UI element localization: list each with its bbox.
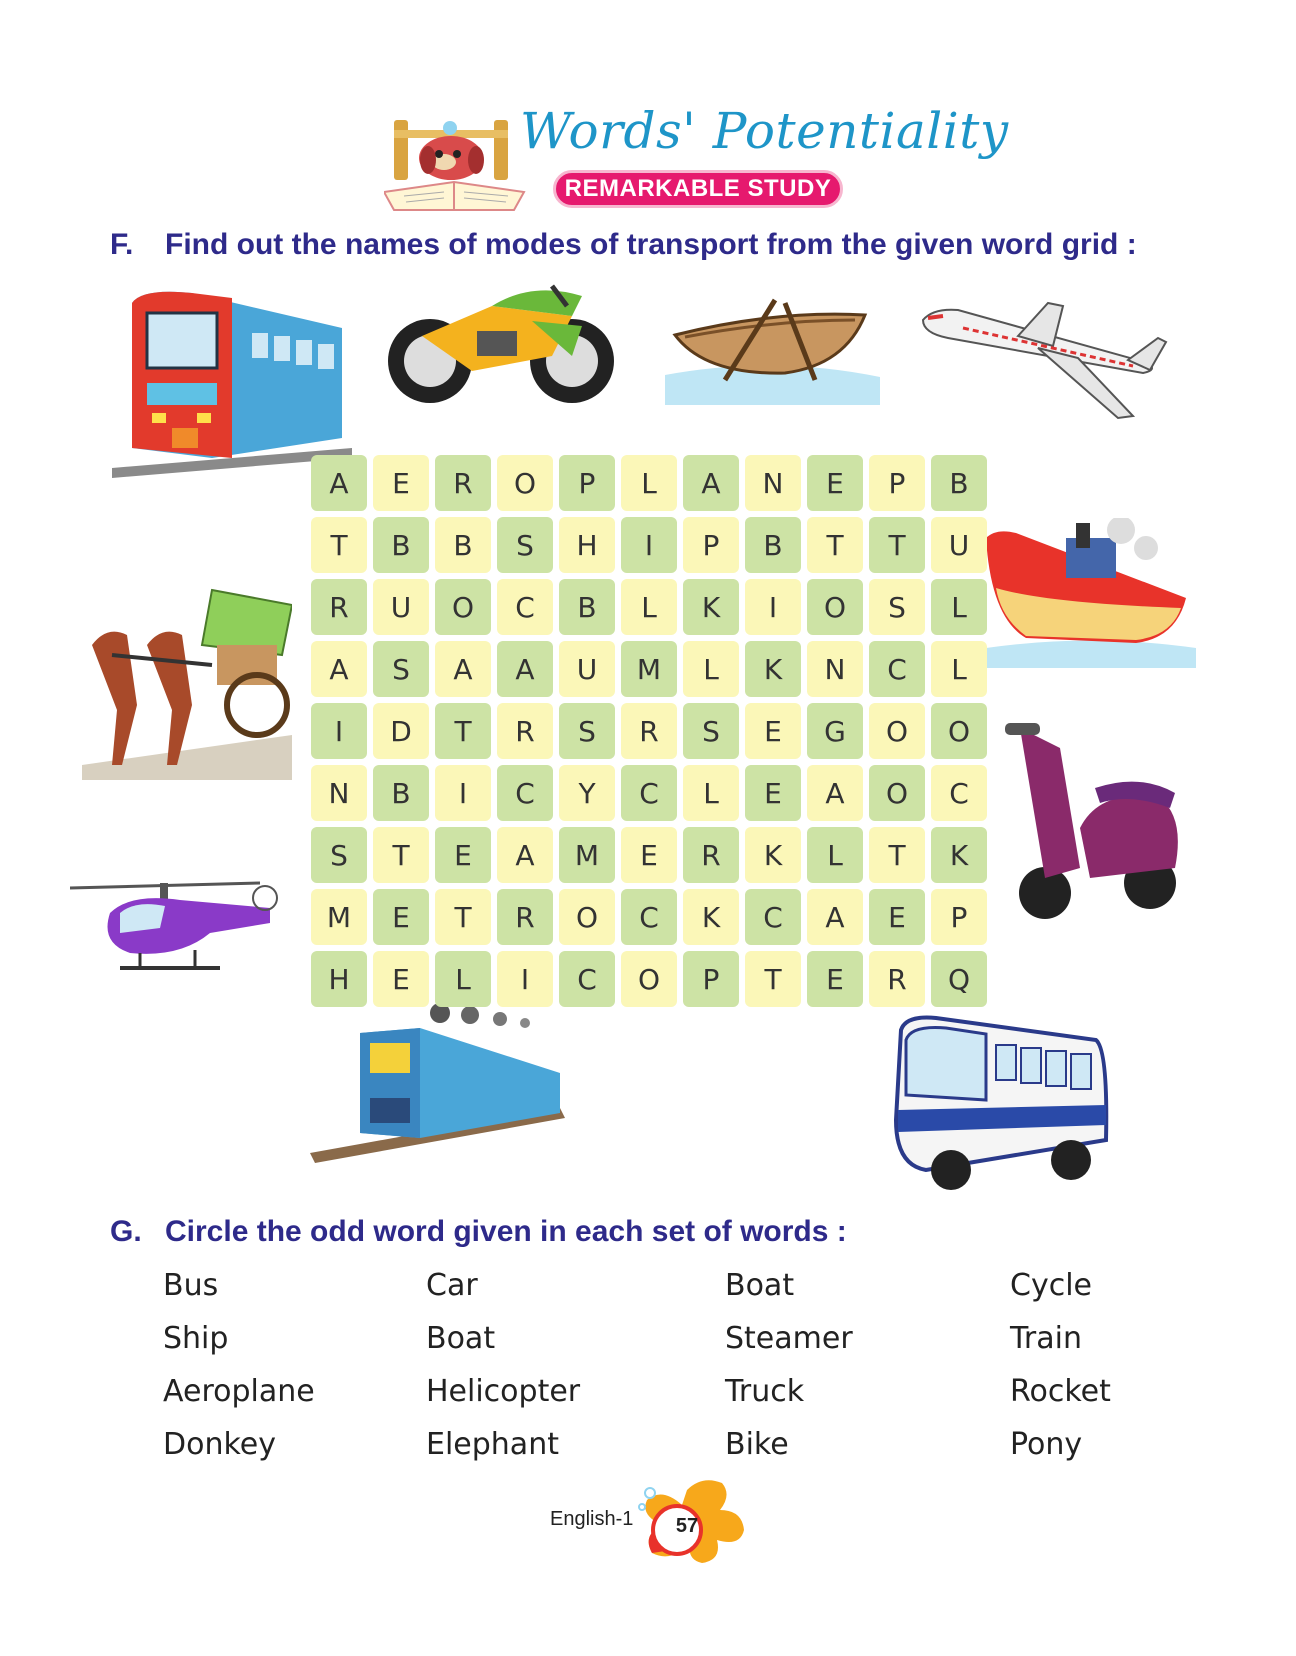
- grid-cell: A: [311, 455, 367, 511]
- dog-reading-book-logo: [384, 110, 534, 220]
- grid-cell: O: [931, 703, 987, 759]
- word-set-1-word-1: Bus: [163, 1268, 219, 1303]
- grid-cell: M: [621, 641, 677, 697]
- metro-train-illustration: [112, 288, 352, 478]
- word-set-2-word-3: Steamer: [725, 1321, 853, 1356]
- grid-cell: I: [435, 765, 491, 821]
- grid-cell: B: [931, 455, 987, 511]
- bullock-cart-illustration: [82, 585, 292, 780]
- grid-cell: P: [683, 951, 739, 1007]
- grid-cell: E: [621, 827, 677, 883]
- grid-cell: A: [497, 827, 553, 883]
- grid-cell: I: [311, 703, 367, 759]
- grid-cell: R: [311, 579, 367, 635]
- grid-cell: C: [621, 765, 677, 821]
- grid-cell: K: [745, 641, 801, 697]
- word-set-3-word-2: Helicopter: [426, 1374, 581, 1409]
- grid-cell: Y: [559, 765, 615, 821]
- word-set-2-word-1: Ship: [163, 1321, 229, 1356]
- scooter-illustration: [1000, 718, 1190, 923]
- grid-cell: C: [869, 641, 925, 697]
- ship-illustration: [986, 518, 1196, 668]
- grid-cell: B: [373, 765, 429, 821]
- grid-cell: L: [621, 455, 677, 511]
- grid-cell: H: [559, 517, 615, 573]
- grid-cell: C: [497, 765, 553, 821]
- grid-cell: E: [745, 765, 801, 821]
- word-set-2-word-2: Boat: [426, 1321, 496, 1356]
- grid-cell: P: [931, 889, 987, 945]
- grid-cell: U: [559, 641, 615, 697]
- grid-cell: E: [435, 827, 491, 883]
- grid-cell: S: [559, 703, 615, 759]
- grid-cell: U: [931, 517, 987, 573]
- grid-cell: K: [683, 889, 739, 945]
- aeroplane-illustration: [918, 298, 1178, 423]
- grid-cell: E: [373, 951, 429, 1007]
- grid-cell: U: [373, 579, 429, 635]
- grid-cell: T: [435, 889, 491, 945]
- grid-cell: E: [807, 455, 863, 511]
- steam-train-illustration: [310, 1003, 570, 1168]
- grid-cell: E: [869, 889, 925, 945]
- grid-cell: T: [435, 703, 491, 759]
- grid-cell: T: [311, 517, 367, 573]
- grid-cell: G: [807, 703, 863, 759]
- grid-cell: O: [435, 579, 491, 635]
- grid-cell: B: [559, 579, 615, 635]
- section-g-instruction: Circle the odd word given in each set of words :: [165, 1215, 847, 1248]
- grid-cell: A: [435, 641, 491, 697]
- grid-cell: A: [497, 641, 553, 697]
- grid-cell: O: [497, 455, 553, 511]
- word-set-3-word-4: Rocket: [1010, 1374, 1111, 1409]
- grid-cell: E: [807, 951, 863, 1007]
- grid-cell: O: [807, 579, 863, 635]
- footer-book-label: English-1: [550, 1508, 634, 1530]
- grid-cell: C: [931, 765, 987, 821]
- grid-cell: O: [869, 765, 925, 821]
- grid-cell: S: [497, 517, 553, 573]
- word-set-4-word-1: Donkey: [163, 1427, 276, 1462]
- grid-cell: O: [621, 951, 677, 1007]
- grid-cell: N: [311, 765, 367, 821]
- grid-cell: K: [931, 827, 987, 883]
- grid-cell: C: [497, 579, 553, 635]
- motorbike-illustration: [382, 276, 622, 411]
- grid-cell: I: [497, 951, 553, 1007]
- grid-cell: P: [683, 517, 739, 573]
- grid-cell: L: [931, 579, 987, 635]
- page-number: 57: [675, 1515, 699, 1537]
- grid-cell: S: [683, 703, 739, 759]
- grid-cell: T: [745, 951, 801, 1007]
- grid-cell: R: [435, 455, 491, 511]
- grid-cell: T: [869, 517, 925, 573]
- bus-illustration: [886, 1010, 1111, 1195]
- word-set-1-word-2: Car: [426, 1268, 478, 1303]
- grid-cell: A: [807, 765, 863, 821]
- grid-cell: M: [311, 889, 367, 945]
- grid-cell: L: [807, 827, 863, 883]
- grid-cell: B: [745, 517, 801, 573]
- grid-cell: O: [559, 889, 615, 945]
- grid-cell: L: [435, 951, 491, 1007]
- grid-cell: E: [373, 889, 429, 945]
- section-g-letter: G.: [110, 1215, 142, 1248]
- grid-cell: C: [745, 889, 801, 945]
- word-set-4-word-2: Elephant: [426, 1427, 559, 1462]
- word-search-grid: [311, 455, 987, 1007]
- grid-cell: R: [621, 703, 677, 759]
- word-set-2-word-4: Train: [1010, 1321, 1082, 1356]
- grid-cell: B: [373, 517, 429, 573]
- grid-cell: I: [621, 517, 677, 573]
- grid-cell: T: [807, 517, 863, 573]
- grid-cell: E: [745, 703, 801, 759]
- grid-cell: D: [373, 703, 429, 759]
- word-set-1-word-3: Boat: [725, 1268, 795, 1303]
- grid-cell: L: [621, 579, 677, 635]
- grid-cell: O: [869, 703, 925, 759]
- helicopter-illustration: [70, 878, 285, 993]
- word-set-4-word-4: Pony: [1010, 1427, 1083, 1462]
- grid-cell: R: [497, 703, 553, 759]
- grid-cell: L: [931, 641, 987, 697]
- header-subtitle-badge: REMARKABLE STUDY: [553, 170, 843, 208]
- grid-cell: S: [373, 641, 429, 697]
- header-title: Words' Potentiality: [520, 102, 1009, 160]
- grid-cell: H: [311, 951, 367, 1007]
- grid-cell: N: [807, 641, 863, 697]
- grid-cell: C: [621, 889, 677, 945]
- grid-cell: T: [869, 827, 925, 883]
- word-set-3-word-3: Truck: [725, 1374, 805, 1409]
- grid-cell: I: [745, 579, 801, 635]
- grid-cell: L: [683, 641, 739, 697]
- grid-cell: R: [869, 951, 925, 1007]
- grid-cell: Q: [931, 951, 987, 1007]
- section-f-heading: [110, 228, 1137, 262]
- grid-cell: R: [497, 889, 553, 945]
- grid-cell: S: [311, 827, 367, 883]
- word-set-4-word-3: Bike: [725, 1427, 789, 1462]
- grid-cell: S: [869, 579, 925, 635]
- grid-cell: R: [683, 827, 739, 883]
- grid-cell: A: [683, 455, 739, 511]
- grid-cell: B: [435, 517, 491, 573]
- word-set-3-word-1: Aeroplane: [163, 1374, 315, 1409]
- grid-cell: L: [683, 765, 739, 821]
- grid-cell: P: [559, 455, 615, 511]
- grid-cell: A: [311, 641, 367, 697]
- grid-cell: K: [745, 827, 801, 883]
- grid-cell: P: [869, 455, 925, 511]
- section-f-instruction: Find out the names of modes of transport from the given word grid :: [165, 228, 1137, 261]
- grid-cell: N: [745, 455, 801, 511]
- word-set-1-word-4: Cycle: [1010, 1268, 1092, 1303]
- grid-cell: K: [683, 579, 739, 635]
- section-f-letter: F.: [110, 228, 134, 261]
- grid-cell: C: [559, 951, 615, 1007]
- rowing-boat-illustration: [665, 295, 880, 405]
- grid-cell: M: [559, 827, 615, 883]
- section-g-heading: [110, 1215, 847, 1249]
- grid-cell: E: [373, 455, 429, 511]
- grid-cell: T: [373, 827, 429, 883]
- grid-cell: A: [807, 889, 863, 945]
